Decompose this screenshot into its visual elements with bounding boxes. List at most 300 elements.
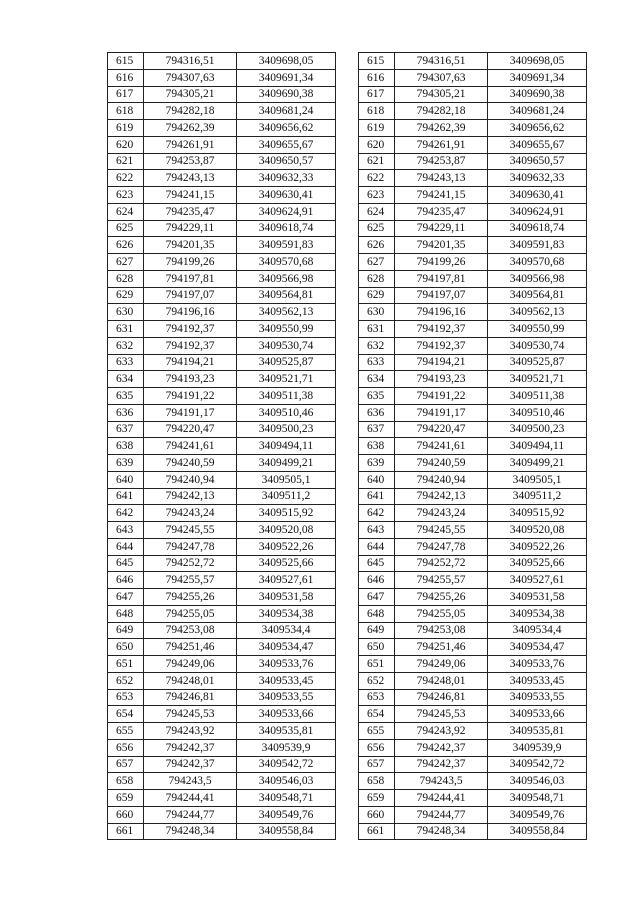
y-coordinate-cell: 3409630,41 xyxy=(488,187,587,204)
y-coordinate-cell: 3409520,08 xyxy=(237,522,336,539)
x-coordinate-cell: 794246,81 xyxy=(395,689,488,706)
point-number-cell: 645 xyxy=(108,555,144,572)
point-number-cell: 653 xyxy=(108,689,144,706)
y-coordinate-cell: 3409494,11 xyxy=(237,438,336,455)
table-row xyxy=(359,220,587,237)
point-number-cell: 632 xyxy=(108,337,144,354)
x-coordinate-cell: 794252,72 xyxy=(144,555,237,572)
x-coordinate-cell: 794235,47 xyxy=(395,203,488,220)
y-coordinate-cell: 3409525,87 xyxy=(237,354,336,371)
x-coordinate-cell: 794253,87 xyxy=(144,153,237,170)
table-row xyxy=(108,203,336,220)
y-coordinate-cell: 3409539,9 xyxy=(488,739,587,756)
x-coordinate-cell: 794307,63 xyxy=(144,69,237,86)
y-coordinate-cell: 3409546,03 xyxy=(237,773,336,790)
x-coordinate-cell: 794199,26 xyxy=(144,254,237,271)
table-row xyxy=(359,823,587,840)
x-coordinate-cell: 794220,47 xyxy=(395,421,488,438)
point-number-cell: 640 xyxy=(359,471,395,488)
y-coordinate-cell: 3409530,74 xyxy=(488,337,587,354)
table-row xyxy=(359,304,587,321)
x-coordinate-cell: 794243,13 xyxy=(395,170,488,187)
y-coordinate-cell: 3409505,1 xyxy=(237,471,336,488)
x-coordinate-cell: 794240,59 xyxy=(144,455,237,472)
table-row xyxy=(108,739,336,756)
table-row xyxy=(108,53,336,70)
point-number-cell: 651 xyxy=(359,656,395,673)
y-coordinate-cell: 3409564,81 xyxy=(488,287,587,304)
point-number-cell: 628 xyxy=(359,270,395,287)
point-number-cell: 652 xyxy=(108,672,144,689)
x-coordinate-cell: 794197,07 xyxy=(395,287,488,304)
y-coordinate-cell: 3409542,72 xyxy=(488,756,587,773)
x-coordinate-cell: 794245,53 xyxy=(395,706,488,723)
x-coordinate-cell: 794240,94 xyxy=(395,471,488,488)
coordinate-table-right xyxy=(358,52,587,840)
point-number-cell: 620 xyxy=(359,136,395,153)
point-number-cell: 660 xyxy=(359,806,395,823)
table-row xyxy=(108,86,336,103)
y-coordinate-cell: 3409531,58 xyxy=(237,589,336,606)
y-coordinate-cell: 3409525,66 xyxy=(237,555,336,572)
y-coordinate-cell: 3409499,21 xyxy=(237,455,336,472)
x-coordinate-cell: 794251,46 xyxy=(395,639,488,656)
table-row xyxy=(359,404,587,421)
table-row xyxy=(359,321,587,338)
table-row xyxy=(108,170,336,187)
table-row xyxy=(108,287,336,304)
y-coordinate-cell: 3409535,81 xyxy=(488,723,587,740)
x-coordinate-cell: 794244,41 xyxy=(144,790,237,807)
point-number-cell: 646 xyxy=(108,572,144,589)
point-number-cell: 618 xyxy=(108,103,144,120)
point-number-cell: 631 xyxy=(359,321,395,338)
y-coordinate-cell: 3409655,67 xyxy=(488,136,587,153)
y-coordinate-cell: 3409530,74 xyxy=(237,337,336,354)
x-coordinate-cell: 794192,37 xyxy=(395,337,488,354)
y-coordinate-cell: 3409542,72 xyxy=(237,756,336,773)
point-number-cell: 656 xyxy=(359,739,395,756)
y-coordinate-cell: 3409650,57 xyxy=(237,153,336,170)
point-number-cell: 647 xyxy=(359,589,395,606)
x-coordinate-cell: 794242,13 xyxy=(144,488,237,505)
point-number-cell: 638 xyxy=(108,438,144,455)
table-row xyxy=(108,69,336,86)
table-row xyxy=(359,723,587,740)
table-row xyxy=(359,136,587,153)
x-coordinate-cell: 794201,35 xyxy=(144,237,237,254)
point-number-cell: 650 xyxy=(108,639,144,656)
table-row xyxy=(108,622,336,639)
x-coordinate-cell: 794253,87 xyxy=(395,153,488,170)
y-coordinate-cell: 3409533,55 xyxy=(488,689,587,706)
y-coordinate-cell: 3409534,47 xyxy=(488,639,587,656)
x-coordinate-cell: 794193,23 xyxy=(144,371,237,388)
point-number-cell: 637 xyxy=(359,421,395,438)
x-coordinate-cell: 794282,18 xyxy=(395,103,488,120)
x-coordinate-cell: 794255,57 xyxy=(144,572,237,589)
table-row xyxy=(359,53,587,70)
table-row xyxy=(108,337,336,354)
point-number-cell: 654 xyxy=(108,706,144,723)
x-coordinate-cell: 794249,06 xyxy=(395,656,488,673)
table-row xyxy=(108,689,336,706)
x-coordinate-cell: 794245,55 xyxy=(144,522,237,539)
table-row xyxy=(359,639,587,656)
x-coordinate-cell: 794243,92 xyxy=(395,723,488,740)
table-row xyxy=(108,321,336,338)
x-coordinate-cell: 794242,37 xyxy=(395,756,488,773)
table-row xyxy=(108,421,336,438)
x-coordinate-cell: 794244,77 xyxy=(395,806,488,823)
table-row xyxy=(359,488,587,505)
x-coordinate-cell: 794191,17 xyxy=(395,404,488,421)
table-row xyxy=(359,589,587,606)
point-number-cell: 641 xyxy=(359,488,395,505)
y-coordinate-cell: 3409511,38 xyxy=(488,388,587,405)
table-row xyxy=(359,86,587,103)
table-row xyxy=(108,488,336,505)
table-row xyxy=(108,639,336,656)
x-coordinate-cell: 794196,16 xyxy=(395,304,488,321)
x-coordinate-cell: 794243,92 xyxy=(144,723,237,740)
table-row xyxy=(359,756,587,773)
y-coordinate-cell: 3409656,62 xyxy=(237,120,336,137)
y-coordinate-cell: 3409531,58 xyxy=(488,589,587,606)
table-row xyxy=(108,790,336,807)
y-coordinate-cell: 3409630,41 xyxy=(237,187,336,204)
point-number-cell: 651 xyxy=(108,656,144,673)
x-coordinate-cell: 794255,05 xyxy=(395,605,488,622)
table-row xyxy=(359,237,587,254)
x-coordinate-cell: 794242,37 xyxy=(144,756,237,773)
x-coordinate-cell: 794251,46 xyxy=(144,639,237,656)
x-coordinate-cell: 794243,5 xyxy=(395,773,488,790)
x-coordinate-cell: 794241,15 xyxy=(144,187,237,204)
y-coordinate-cell: 3409564,81 xyxy=(237,287,336,304)
y-coordinate-cell: 3409591,83 xyxy=(488,237,587,254)
point-number-cell: 644 xyxy=(108,538,144,555)
y-coordinate-cell: 3409550,99 xyxy=(488,321,587,338)
y-coordinate-cell: 3409549,76 xyxy=(237,806,336,823)
table-row xyxy=(359,572,587,589)
table-row xyxy=(108,270,336,287)
point-number-cell: 656 xyxy=(108,739,144,756)
table-row xyxy=(359,270,587,287)
point-number-cell: 635 xyxy=(359,388,395,405)
y-coordinate-cell: 3409681,24 xyxy=(488,103,587,120)
x-coordinate-cell: 794316,51 xyxy=(395,53,488,70)
table-row xyxy=(108,823,336,840)
x-coordinate-cell: 794191,17 xyxy=(144,404,237,421)
x-coordinate-cell: 794255,26 xyxy=(144,589,237,606)
point-number-cell: 649 xyxy=(359,622,395,639)
point-number-cell: 615 xyxy=(359,53,395,70)
x-coordinate-cell: 794201,35 xyxy=(395,237,488,254)
y-coordinate-cell: 3409558,84 xyxy=(237,823,336,840)
point-number-cell: 618 xyxy=(359,103,395,120)
y-coordinate-cell: 3409511,2 xyxy=(488,488,587,505)
y-coordinate-cell: 3409632,33 xyxy=(237,170,336,187)
point-number-cell: 650 xyxy=(359,639,395,656)
table-row xyxy=(108,773,336,790)
table-row xyxy=(359,622,587,639)
point-number-cell: 655 xyxy=(108,723,144,740)
point-number-cell: 644 xyxy=(359,538,395,555)
table-row xyxy=(108,522,336,539)
y-coordinate-cell: 3409525,66 xyxy=(488,555,587,572)
point-number-cell: 627 xyxy=(108,254,144,271)
x-coordinate-cell: 794262,39 xyxy=(144,120,237,137)
point-number-cell: 622 xyxy=(108,170,144,187)
y-coordinate-cell: 3409534,38 xyxy=(237,605,336,622)
point-number-cell: 626 xyxy=(108,237,144,254)
table-row xyxy=(359,806,587,823)
point-number-cell: 623 xyxy=(108,187,144,204)
x-coordinate-cell: 794307,63 xyxy=(395,69,488,86)
y-coordinate-cell: 3409534,4 xyxy=(237,622,336,639)
y-coordinate-cell: 3409562,13 xyxy=(488,304,587,321)
y-coordinate-cell: 3409527,61 xyxy=(488,572,587,589)
point-number-cell: 652 xyxy=(359,672,395,689)
point-number-cell: 648 xyxy=(108,605,144,622)
y-coordinate-cell: 3409691,34 xyxy=(488,69,587,86)
point-number-cell: 633 xyxy=(108,354,144,371)
point-number-cell: 619 xyxy=(359,120,395,137)
table-row xyxy=(108,756,336,773)
x-coordinate-cell: 794229,11 xyxy=(395,220,488,237)
point-number-cell: 643 xyxy=(108,522,144,539)
point-number-cell: 621 xyxy=(359,153,395,170)
table-row xyxy=(359,371,587,388)
y-coordinate-cell: 3409698,05 xyxy=(237,53,336,70)
x-coordinate-cell: 794255,26 xyxy=(395,589,488,606)
y-coordinate-cell: 3409618,74 xyxy=(237,220,336,237)
y-coordinate-cell: 3409522,26 xyxy=(237,538,336,555)
table-row xyxy=(108,505,336,522)
x-coordinate-cell: 794220,47 xyxy=(144,421,237,438)
point-number-cell: 627 xyxy=(359,254,395,271)
x-coordinate-cell: 794248,01 xyxy=(144,672,237,689)
y-coordinate-cell: 3409539,9 xyxy=(237,739,336,756)
table-row xyxy=(359,790,587,807)
table-row xyxy=(359,388,587,405)
y-coordinate-cell: 3409521,71 xyxy=(488,371,587,388)
point-number-cell: 659 xyxy=(108,790,144,807)
x-coordinate-cell: 794261,91 xyxy=(144,136,237,153)
point-number-cell: 639 xyxy=(359,455,395,472)
point-number-cell: 616 xyxy=(359,69,395,86)
table-row xyxy=(359,337,587,354)
table-row xyxy=(359,455,587,472)
y-coordinate-cell: 3409500,23 xyxy=(237,421,336,438)
table-row xyxy=(359,605,587,622)
y-coordinate-cell: 3409535,81 xyxy=(237,723,336,740)
table-row xyxy=(108,120,336,137)
point-number-cell: 638 xyxy=(359,438,395,455)
point-number-cell: 657 xyxy=(359,756,395,773)
point-number-cell: 646 xyxy=(359,572,395,589)
table-row xyxy=(359,706,587,723)
x-coordinate-cell: 794262,39 xyxy=(395,120,488,137)
point-number-cell: 658 xyxy=(359,773,395,790)
y-coordinate-cell: 3409624,91 xyxy=(237,203,336,220)
table-row xyxy=(108,455,336,472)
point-number-cell: 640 xyxy=(108,471,144,488)
y-coordinate-cell: 3409698,05 xyxy=(488,53,587,70)
point-number-cell: 657 xyxy=(108,756,144,773)
y-coordinate-cell: 3409681,24 xyxy=(237,103,336,120)
y-coordinate-cell: 3409515,92 xyxy=(237,505,336,522)
y-coordinate-cell: 3409515,92 xyxy=(488,505,587,522)
point-number-cell: 633 xyxy=(359,354,395,371)
point-number-cell: 643 xyxy=(359,522,395,539)
x-coordinate-cell: 794192,37 xyxy=(395,321,488,338)
table-row xyxy=(108,672,336,689)
x-coordinate-cell: 794242,13 xyxy=(395,488,488,505)
table-row xyxy=(108,220,336,237)
x-coordinate-cell: 794241,61 xyxy=(395,438,488,455)
y-coordinate-cell: 3409510,46 xyxy=(237,404,336,421)
table-row xyxy=(359,354,587,371)
point-number-cell: 635 xyxy=(108,388,144,405)
table-row xyxy=(359,187,587,204)
table-row xyxy=(108,706,336,723)
x-coordinate-cell: 794243,24 xyxy=(144,505,237,522)
table-row xyxy=(359,103,587,120)
y-coordinate-cell: 3409521,71 xyxy=(237,371,336,388)
x-coordinate-cell: 794249,06 xyxy=(144,656,237,673)
table-row xyxy=(108,656,336,673)
y-coordinate-cell: 3409500,23 xyxy=(488,421,587,438)
y-coordinate-cell: 3409534,38 xyxy=(488,605,587,622)
y-coordinate-cell: 3409566,98 xyxy=(488,270,587,287)
table-row xyxy=(359,203,587,220)
y-coordinate-cell: 3409566,98 xyxy=(237,270,336,287)
table-row xyxy=(108,153,336,170)
point-number-cell: 636 xyxy=(359,404,395,421)
y-coordinate-cell: 3409533,66 xyxy=(237,706,336,723)
x-coordinate-cell: 794199,26 xyxy=(395,254,488,271)
y-coordinate-cell: 3409533,76 xyxy=(488,656,587,673)
point-number-cell: 637 xyxy=(108,421,144,438)
y-coordinate-cell: 3409533,76 xyxy=(237,656,336,673)
x-coordinate-cell: 794252,72 xyxy=(395,555,488,572)
point-number-cell: 631 xyxy=(108,321,144,338)
x-coordinate-cell: 794191,22 xyxy=(144,388,237,405)
table-row xyxy=(108,388,336,405)
point-number-cell: 624 xyxy=(359,203,395,220)
point-number-cell: 658 xyxy=(108,773,144,790)
point-number-cell: 648 xyxy=(359,605,395,622)
table-row xyxy=(359,287,587,304)
x-coordinate-cell: 794247,78 xyxy=(144,538,237,555)
point-number-cell: 634 xyxy=(359,371,395,388)
point-number-cell: 661 xyxy=(359,823,395,840)
point-number-cell: 655 xyxy=(359,723,395,740)
table-row xyxy=(359,254,587,271)
table-row xyxy=(359,120,587,137)
coordinate-table-left xyxy=(107,52,336,840)
point-number-cell: 647 xyxy=(108,589,144,606)
point-number-cell: 616 xyxy=(108,69,144,86)
table-row xyxy=(359,555,587,572)
table-row xyxy=(359,739,587,756)
x-coordinate-cell: 794255,57 xyxy=(395,572,488,589)
y-coordinate-cell: 3409494,11 xyxy=(488,438,587,455)
table-row xyxy=(108,572,336,589)
x-coordinate-cell: 794243,13 xyxy=(144,170,237,187)
point-number-cell: 654 xyxy=(359,706,395,723)
point-number-cell: 630 xyxy=(108,304,144,321)
x-coordinate-cell: 794246,81 xyxy=(144,689,237,706)
point-number-cell: 661 xyxy=(108,823,144,840)
point-number-cell: 628 xyxy=(108,270,144,287)
x-coordinate-cell: 794192,37 xyxy=(144,337,237,354)
table-row xyxy=(359,438,587,455)
table-row xyxy=(108,438,336,455)
x-coordinate-cell: 794242,37 xyxy=(144,739,237,756)
y-coordinate-cell: 3409624,91 xyxy=(488,203,587,220)
point-number-cell: 617 xyxy=(108,86,144,103)
table-row xyxy=(359,522,587,539)
x-coordinate-cell: 794192,37 xyxy=(144,321,237,338)
point-number-cell: 623 xyxy=(359,187,395,204)
x-coordinate-cell: 794282,18 xyxy=(144,103,237,120)
point-number-cell: 642 xyxy=(359,505,395,522)
y-coordinate-cell: 3409522,26 xyxy=(488,538,587,555)
y-coordinate-cell: 3409510,46 xyxy=(488,404,587,421)
y-coordinate-cell: 3409632,33 xyxy=(488,170,587,187)
x-coordinate-cell: 794305,21 xyxy=(144,86,237,103)
y-coordinate-cell: 3409520,08 xyxy=(488,522,587,539)
x-coordinate-cell: 794253,08 xyxy=(395,622,488,639)
table-row xyxy=(108,723,336,740)
x-coordinate-cell: 794243,5 xyxy=(144,773,237,790)
point-number-cell: 642 xyxy=(108,505,144,522)
point-number-cell: 619 xyxy=(108,120,144,137)
y-coordinate-cell: 3409534,47 xyxy=(237,639,336,656)
y-coordinate-cell: 3409549,76 xyxy=(488,806,587,823)
table-row xyxy=(359,773,587,790)
x-coordinate-cell: 794248,01 xyxy=(395,672,488,689)
point-number-cell: 649 xyxy=(108,622,144,639)
x-coordinate-cell: 794248,34 xyxy=(144,823,237,840)
y-coordinate-cell: 3409656,62 xyxy=(488,120,587,137)
point-number-cell: 615 xyxy=(108,53,144,70)
y-coordinate-cell: 3409525,87 xyxy=(488,354,587,371)
y-coordinate-cell: 3409505,1 xyxy=(488,471,587,488)
x-coordinate-cell: 794255,05 xyxy=(144,605,237,622)
x-coordinate-cell: 794235,47 xyxy=(144,203,237,220)
x-coordinate-cell: 794197,81 xyxy=(144,270,237,287)
table-row xyxy=(108,371,336,388)
table-row xyxy=(359,505,587,522)
table-row xyxy=(108,103,336,120)
x-coordinate-cell: 794245,55 xyxy=(395,522,488,539)
table-row xyxy=(359,69,587,86)
point-number-cell: 645 xyxy=(359,555,395,572)
x-coordinate-cell: 794243,24 xyxy=(395,505,488,522)
point-number-cell: 660 xyxy=(108,806,144,823)
table-row xyxy=(108,354,336,371)
x-coordinate-cell: 794241,61 xyxy=(144,438,237,455)
table-row xyxy=(108,304,336,321)
x-coordinate-cell: 794196,16 xyxy=(144,304,237,321)
x-coordinate-cell: 794240,94 xyxy=(144,471,237,488)
y-coordinate-cell: 3409534,4 xyxy=(488,622,587,639)
x-coordinate-cell: 794253,08 xyxy=(144,622,237,639)
